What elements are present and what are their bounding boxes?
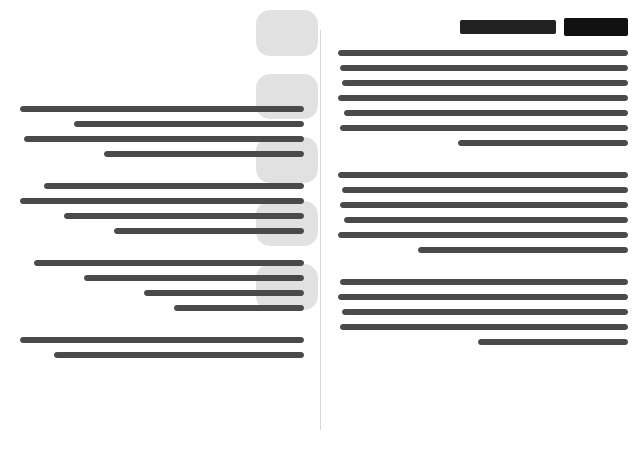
left-column-text xyxy=(16,106,304,358)
right-column-text xyxy=(334,50,628,345)
heading-name xyxy=(564,18,628,36)
article-heading xyxy=(334,16,628,38)
left-column xyxy=(16,16,304,442)
heading-dates xyxy=(460,20,556,34)
right-column xyxy=(334,16,628,442)
